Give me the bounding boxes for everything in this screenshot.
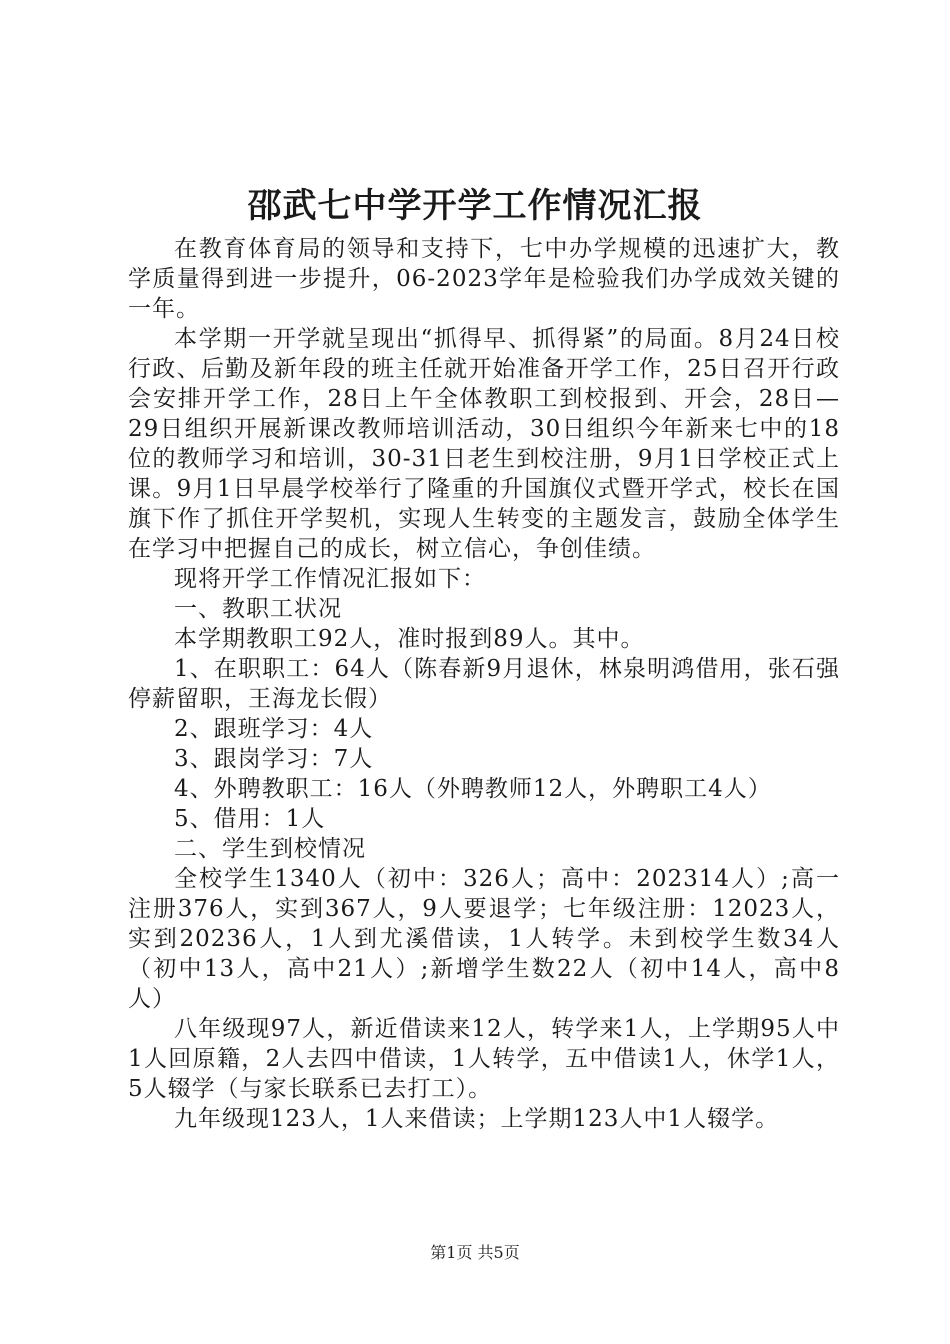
paragraph-grade-nine: 九年级现123人，1人来借读；上学期123人中1人辍学。 [174,1106,780,1132]
section-heading-students: 二、学生到校情况 [174,836,366,862]
section-heading-staff: 一、教职工状况 [174,596,342,622]
paragraph-grade-eight: 八年级现97人，新近借读来12人，转学来1人，上学期95人中1人回原籍，2人去四中借读，1人转学，五中借读1人，休学1人，5人辍学（与家长联系已去打工）。 [128,1016,840,1102]
list-item-staff-active: 1、在职职工：64人（陈春新9月退休，林泉明鸿借用，张石强停薪留职，王海龙长假） [128,656,840,712]
paragraph-intro: 在教育体育局的领导和支持下，七中办学规模的迅速扩大，教学质量得到进一步提升，06-2023学年是检验我们办学成效关键的一年。 [128,236,840,322]
list-item-staff-external: 4、外聘教职工：16人（外聘教师12人，外聘职工4人） [174,776,772,802]
paragraph-student-totals: 全校学生1340人（初中：326人；高中：202314人）;高一注册376人，实到367人，9人要退学；七年级注册：12023人，实到20236人，1人到尤溪借读，1人转学。未到校学生数34人（初中13人，高中21人）;新增学生数22人（初中14人，高中8人） [128,866,840,1012]
list-item-staff-post-study: 3、跟岗学习：7人 [174,746,374,772]
document-body [128,234,840,1134]
paragraph-report-lead: 现将开学工作情况汇报如下： [174,566,486,592]
list-item-staff-class-study: 2、跟班学习：4人 [174,716,374,742]
document-title: 邵武七中学开学工作情况汇报 [247,186,703,226]
list-item-staff-borrowed: 5、借用：1人 [174,806,326,832]
page-number: 第1页 共5页 [430,1243,520,1262]
paragraph-opening-events: 本学期一开学就呈现出“抓得早、抓得紧”的局面。8月24日校行政、后勤及新年段的班主任就开始准备开学工作，25日召开行政会安排开学工作，28日上午全体教职工到校报到、开会，28日—29日组织开展新课改教师培训活动，30日组织今年新来七中的18位的教师学习和培训，30-31日老生到校注册，9月1日学校正式上课。9月1日早晨学校举行了隆重的升国旗仪式暨开学式，校长在国旗下作了抓住开学契机，实现人生转变的主题发言，鼓励全体学生在学习中把握自己的成长，树立信心，争创佳绩。 [128,326,840,562]
paragraph-staff-total: 本学期教职工92人，准时报到89人。其中。 [174,626,645,652]
